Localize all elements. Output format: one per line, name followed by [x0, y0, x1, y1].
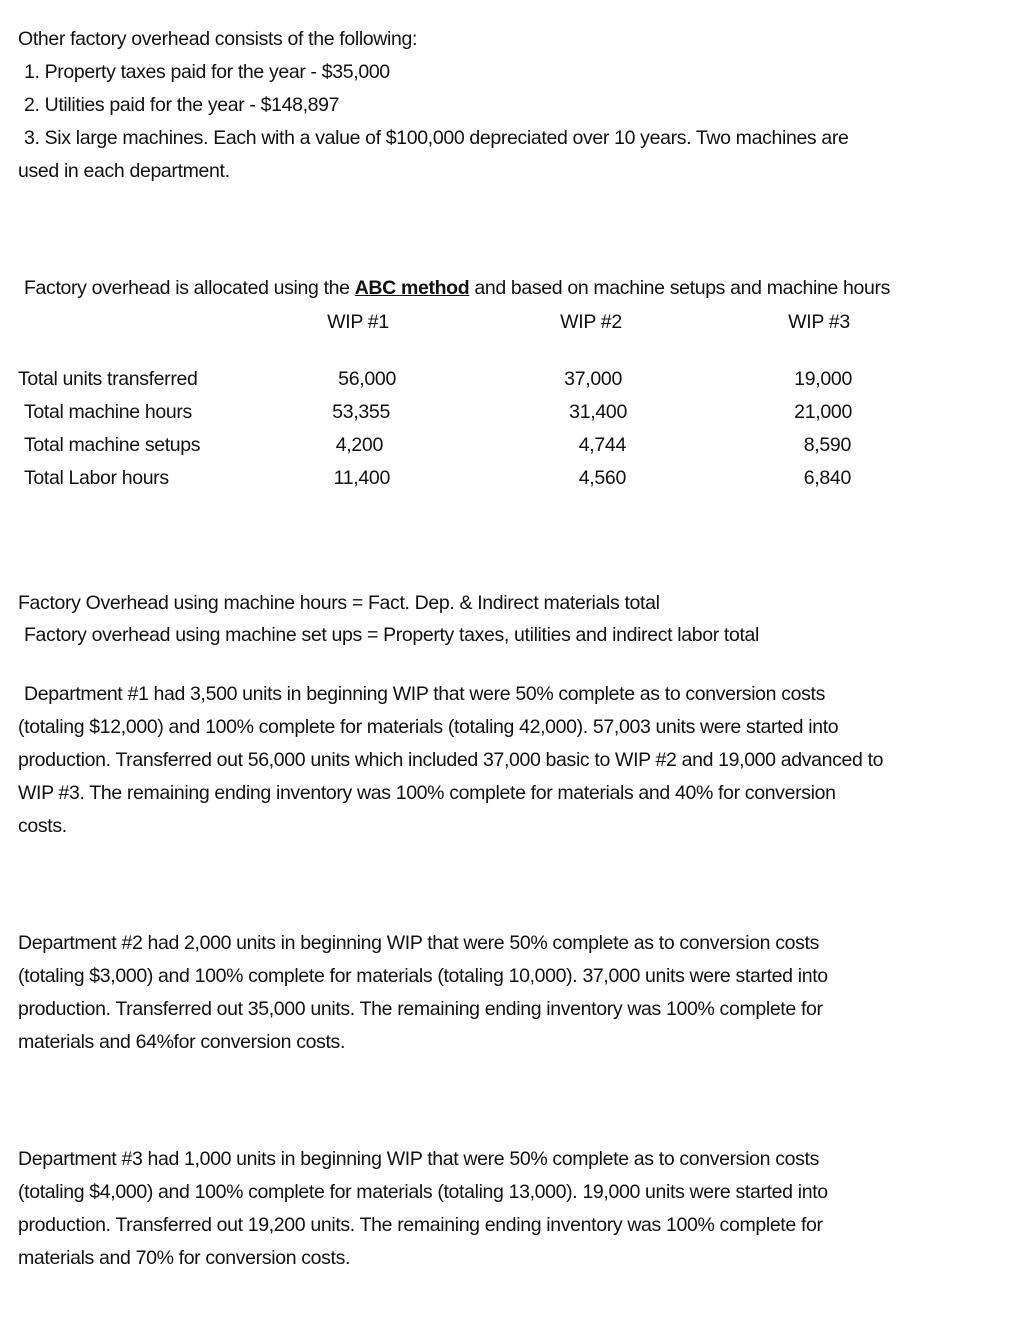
allocation-suffix: and based on machine setups and machine hours — [469, 277, 891, 299]
overhead-item-2: 2. Utilities paid for the year - $148,897 — [24, 94, 340, 116]
cell-wip-1: 11,400 — [333, 467, 390, 489]
cell-wip-3: 8,590 — [803, 434, 851, 456]
cell-wip-3: 19,000 — [794, 368, 852, 390]
dept-1-line: Department #1 had 3,500 units in beginning WIP that were 50% complete as to conversion costs — [24, 683, 826, 705]
column-header-wip-3: WIP #3 — [788, 311, 850, 333]
row-label: Total machine setups — [24, 434, 201, 456]
formula-machine-hours: Factory Overhead using machine hours = Fact. Dep. & Indirect materials total — [18, 592, 660, 614]
cell-wip-2: 4,560 — [578, 467, 626, 489]
abc-method-emphasis: ABC method — [354, 277, 470, 299]
dept-3-line: (totaling $4,000) and 100% complete for materials (totaling 13,000). 19,000 units were started into — [18, 1181, 828, 1203]
row-label: Total machine hours — [24, 401, 192, 423]
dept-1-line: costs. — [18, 815, 67, 837]
cell-wip-1: 53,355 — [332, 401, 390, 423]
cell-wip-3: 6,840 — [803, 467, 851, 489]
dept-3-line: materials and 70% for conversion costs. — [18, 1247, 351, 1269]
cell-wip-2: 37,000 — [564, 368, 622, 390]
formula-machine-setups: Factory overhead using machine set ups = Property taxes, utilities and indirect labor total — [24, 624, 760, 646]
dept-3-line: Department #3 had 1,000 units in beginning WIP that were 50% complete as to conversion costs — [18, 1148, 820, 1170]
cell-wip-2: 31,400 — [569, 401, 627, 423]
overhead-item-1: 1. Property taxes paid for the year - $35,000 — [24, 61, 390, 83]
dept-1-line: (totaling $12,000) and 100% complete for materials (totaling 42,000). 57,003 units were started into — [18, 716, 839, 738]
cell-wip-1: 56,000 — [338, 368, 396, 390]
dept-2-line: production. Transferred out 35,000 units. The remaining ending inventory was 100% complete for — [18, 998, 823, 1020]
column-header-wip-1: WIP #1 — [327, 311, 389, 333]
column-header-wip-2: WIP #2 — [560, 311, 622, 333]
cell-wip-2: 4,744 — [578, 434, 626, 456]
dept-3-line: production. Transferred out 19,200 units. The remaining ending inventory was 100% complete for — [18, 1214, 823, 1236]
dept-2-line: Department #2 had 2,000 units in beginning WIP that were 50% complete as to conversion costs — [18, 932, 820, 954]
row-label: Total units transferred — [18, 368, 198, 390]
allocation-sentence — [24, 276, 890, 300]
row-label: Total Labor hours — [24, 467, 169, 489]
overhead-heading: Other factory overhead consists of the following: — [18, 28, 418, 50]
overhead-item-3: 3. Six large machines. Each with a value of $100,000 depreciated over 10 years. Two machines are — [24, 127, 849, 149]
dept-1-line: WIP #3. The remaining ending inventory was 100% complete for materials and 40% for conversion — [18, 782, 836, 804]
dept-2-line: materials and 64%for conversion costs. — [18, 1031, 346, 1053]
cell-wip-1: 4,200 — [335, 434, 383, 456]
overhead-item-3-continued: used in each department. — [18, 160, 230, 182]
dept-1-line: production. Transferred out 56,000 units which included 37,000 basic to WIP #2 and 19,000 advanced to — [18, 749, 884, 771]
cell-wip-3: 21,000 — [794, 401, 852, 423]
dept-2-line: (totaling $3,000) and 100% complete for materials (totaling 10,000). 37,000 units were started into — [18, 965, 828, 987]
allocation-prefix: Factory overhead is allocated using the — [24, 277, 355, 299]
